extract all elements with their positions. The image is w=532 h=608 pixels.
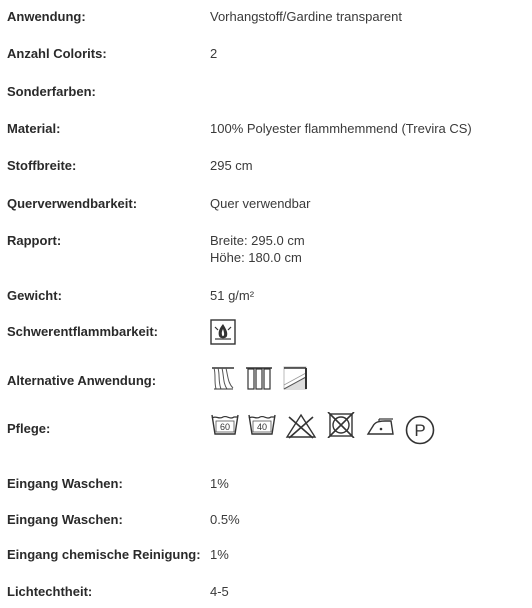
wash-60-icon	[210, 411, 240, 437]
do-not-tumble-dry-icon	[327, 412, 355, 438]
spec-value: 1%	[210, 547, 229, 562]
roller-blind-icon	[282, 365, 308, 391]
spec-label: Stoffbreite:	[7, 158, 77, 173]
spec-label: Querverwendbarkeit:	[7, 196, 138, 211]
spec-label: Material:	[7, 121, 61, 136]
spec-value: 2	[210, 46, 218, 61]
spec-value: Vorhangstoff/Gardine transparent	[210, 9, 402, 24]
spec-label: Gewicht:	[7, 288, 62, 303]
wash-40-icon	[247, 411, 277, 437]
iron-low-icon	[365, 417, 397, 437]
spec-label: Eingang Waschen:	[7, 512, 123, 527]
spec-label: Sonderfarben:	[7, 84, 96, 99]
spec-value: 295 cm	[210, 158, 253, 173]
dry-clean-p-icon	[404, 414, 436, 446]
spec-value-width: Breite: 295.0 cm	[210, 233, 305, 248]
spec-value: 0.5%	[210, 512, 240, 527]
curtain-icon	[210, 365, 236, 391]
spec-label: Eingang Waschen:	[7, 476, 123, 491]
spec-value: 51 g/m²	[210, 288, 255, 303]
dry-clean-letter: P	[414, 421, 426, 440]
spec-label: Lichtechtheit:	[7, 584, 93, 599]
spec-value: 100% Polyester flammhemmend (Trevira CS)	[210, 121, 472, 136]
flame-retardant-icon	[210, 319, 236, 345]
spec-label: Anwendung:	[7, 9, 86, 24]
spec-label: Pflege:	[7, 421, 51, 436]
wash-temp-40: 40	[256, 422, 268, 432]
spec-value: 1%	[210, 476, 229, 491]
spec-label: Anzahl Colorits:	[7, 46, 107, 61]
spec-label: Schwerentflammbarkeit:	[7, 324, 158, 339]
wash-temp-60: 60	[219, 422, 231, 432]
spec-label: Eingang chemische Reinigung:	[7, 547, 201, 562]
spec-value: 4-5	[210, 584, 229, 599]
panel-curtain-icon	[245, 365, 273, 391]
spec-value-height: Höhe: 180.0 cm	[210, 250, 302, 265]
do-not-bleach-icon	[285, 413, 317, 439]
spec-value: Quer verwendbar	[210, 196, 311, 211]
spec-label: Alternative Anwendung:	[7, 373, 157, 388]
spec-label: Rapport:	[7, 233, 62, 248]
